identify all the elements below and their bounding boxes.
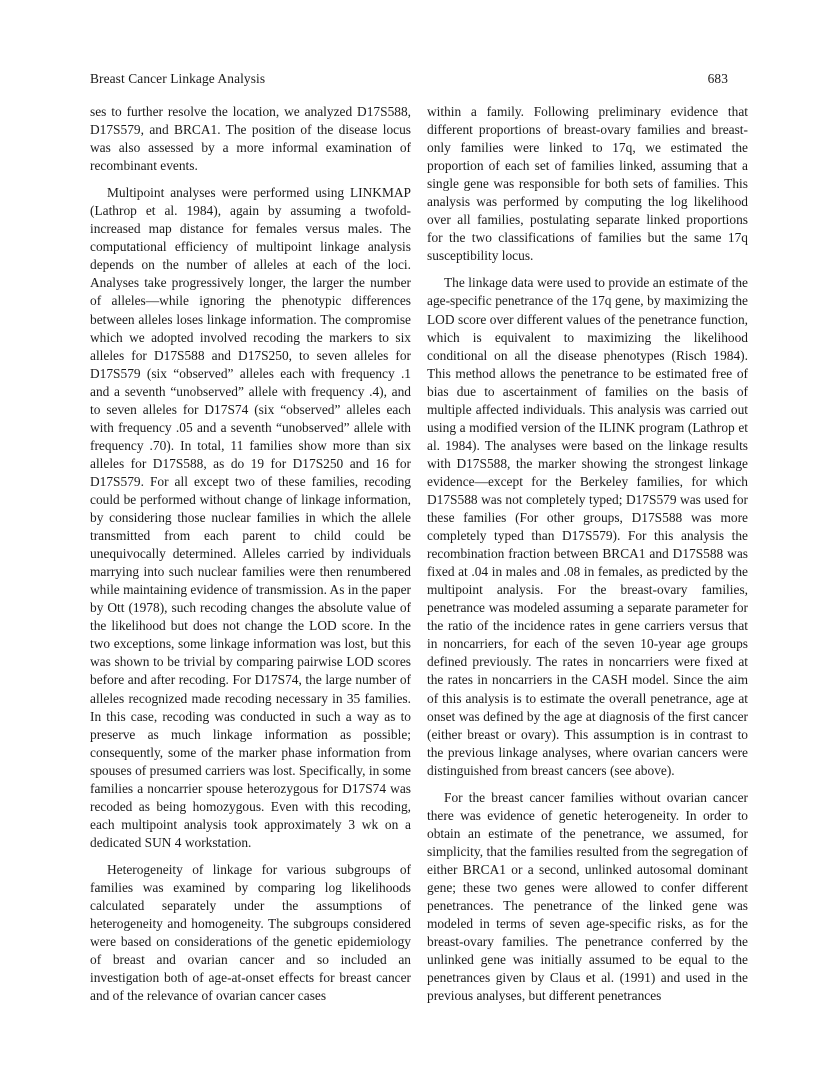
paragraph-penetrance-estimate: The linkage data were used to provide an estimate of the age-specific penetrance of the 17q gene, by maximizing the LOD score over different values of the penetrance function, which is equivalent to maximizing the likelihood conditional on all the disease phenotypes (Risch 1984). This method allows the penetrance to be estimated free of bias due to ascertainment of families on the basis of multiple affected individuals. This analysis was carried out using a modified version of the ILINK program (Lathrop et al. 1984). The analyses were based on the linkage results with D17S588, the marker showing the strongest linkage evidence—except for the Berkeley families, for which D17S588 was not completely typed; D17S579 was used for these families (For other groups, D17S588 was more completely typed than D17S579). For this analysis the recombination fraction between BRCA1 and D17S588 was fixed at .04 in males and .08 in females, as predicted by the multipoint analysis. For the breast-ovary families, penetrance was modeled assuming a separate parameter for the ratio of the incidence rates in gene carriers versus that in noncarriers, for each of the seven 10-year age groups defined previously. The rates in noncarriers were fixed at the rates in noncarriers in the CASH model. Since the aim of this analysis is to estimate the overall penetrance, age at onset was defined by the age at diagnosis of the first cancer (either breast or ovary). This assumption is in contrast to the previous linkage analyses, where ovarian cancers were distinguished from breast cancers (see above). — [427, 275, 748, 778]
paragraph-multipoint-analyses: Multipoint analyses were performed using LINKMAP (Lathrop et al. 1984), again by assuming a twofold-increased map distance for females versus males. The computational efficiency of multipoint linkage analysis depends on the number of alleles at each of the loci. Analyses take progressively longer, the larger the number of alleles—while ignoring the phenotypic differences between alleles loses linkage information. The compromise which we adopted involved recoding the markers to six alleles for D17S588 and D17S250, to seven alleles for D17S579 (six “observed” alleles each with frequency .1 and a seventh “unobserved” allele with frequency .4), and to seven alleles for D17S74 (six “observed” alleles each with frequency .05 and a seventh “unobserved” allele with frequency .70). In total, 11 families show more than six alleles for D17S588, as do 19 for D17S250 and 16 for D17S579. For all except two of these families, recoding could be performed without change of linkage information, by considering those nuclear families in which the allele transmitted from each parent to child could be unequivocally determined. Alleles carried by individuals marrying into such nuclear families were then renumbered while maintaining evidence of transmission. As in the paper by Ott (1978), such recoding changes the absolute value of the likelihood but does not change the LOD score. In the two exceptions, some linkage information was lost, but this was shown to be trivial by comparing pairwise LOD scores before and after recoding. For D17S74, the large number of alleles recognized made recoding necessary in 35 families. In this case, recoding was conducted in such a way as to preserve as much linkage information as possible; consequently, some of the marker phase information from spouses of presumed carriers was lost. Specifically, in some families a noncarrier spouse heterozygous for D17S74 was recoded as being homozygous. Even with this recoding, each multipoint analysis took approximately 3 wk on a dedicated SUN 4 workstation. — [90, 185, 411, 850]
running-title: Breast Cancer Linkage Analysis — [90, 71, 266, 86]
right-column — [427, 103, 748, 1005]
paragraph-breast-only-families: For the breast cancer families without ovarian cancer there was evidence of genetic heterogeneity. In order to obtain an estimate of the penetrance, we assumed, for simplicity, that the families resulted from the segregation of either BRCA1 or a second, unlinked autosomal dominant gene; these two genes were allowed to confer different penetrances. The penetrance of the linked gene was modeled in terms of seven age-specific risks, as for the breast-ovary families. The penetrance conferred by the unlinked gene was initially assumed to be equal to the penetrances given by Claus et al. (1991) and used in the previous analyses, but different penetrances — [427, 789, 748, 1004]
page-number: 683 — [707, 71, 728, 86]
paragraph-continuation: ses to further resolve the location, we analyzed D17S588, D17S579, and BRCA1. The position of the disease locus was also assessed by a more informal examination of recombinant events. — [90, 104, 411, 174]
paragraph-heterogeneity: Heterogeneity of linkage for various subgroups of families was examined by comparing log likelihoods calculated separately under the assumptions of heterogeneity and homogeneity. The subgroups considered were based on considerations of the genetic epidemiology of breast and ovarian cancer and so included an investigation both of age-at-onset effects for breast cancer and of the relevance of ovarian cancer cases — [90, 861, 411, 1004]
left-column — [90, 103, 411, 1005]
paragraph-continuation-right: within a family. Following preliminary evidence that different proportions of breast-ovary families and breast-only families were linked to 17q, we estimated the proportion of each set of families linked, assuming that a single gene was responsible for both sets of families. This analysis was performed by computing the log likelihood over all families, postulating separate linked proportions for the two classifications of families but the same 17q susceptibility locus. — [427, 104, 748, 264]
